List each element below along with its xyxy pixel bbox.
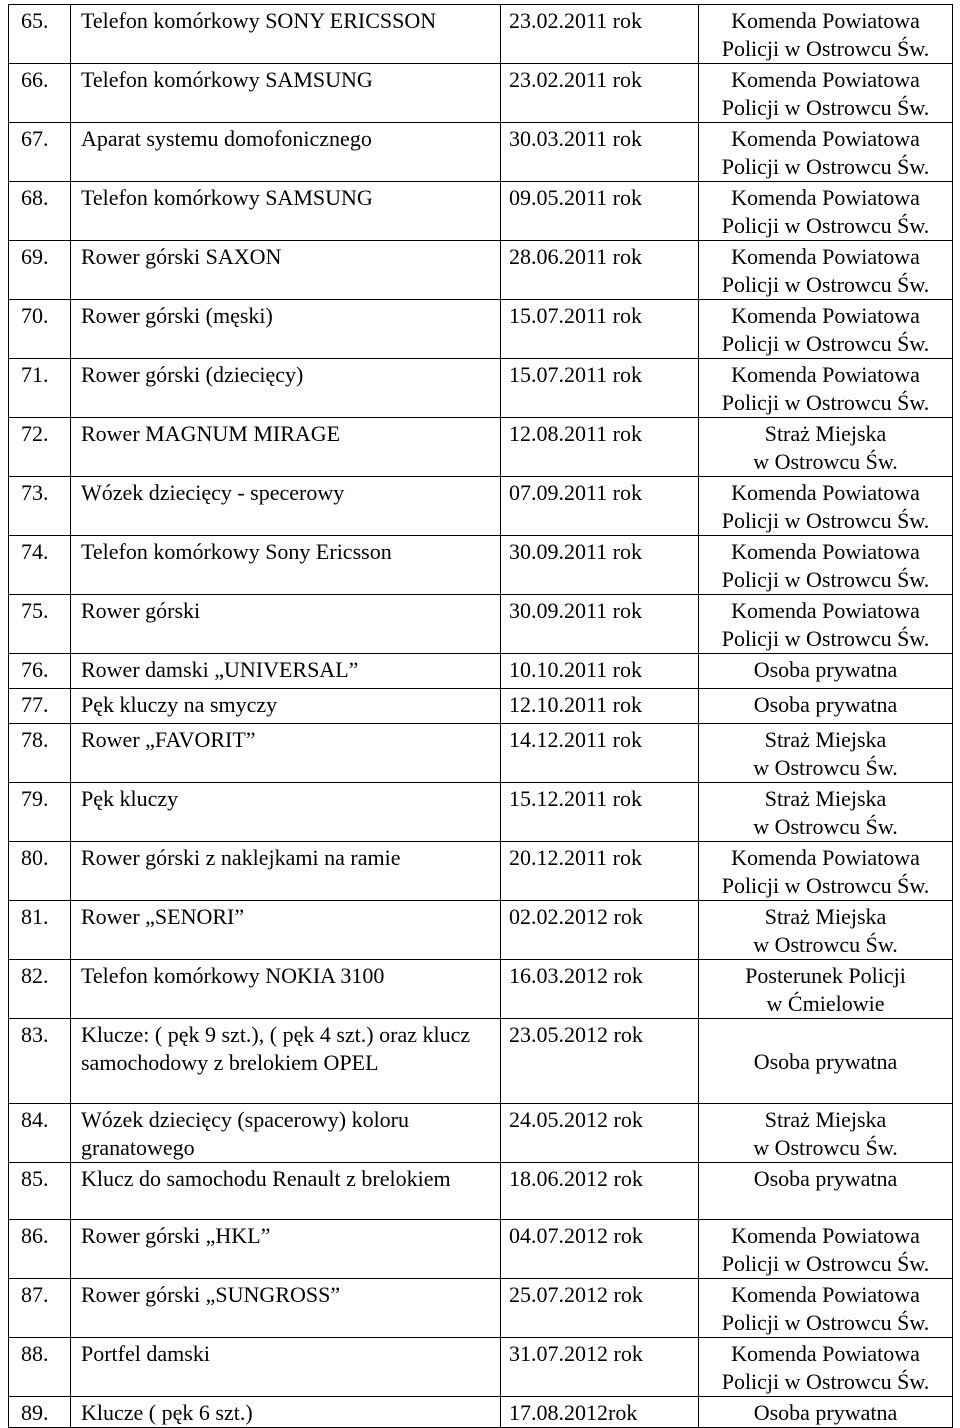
- institution-line-2: w Ostrowcu Św.: [753, 814, 898, 839]
- receiving-institution: [699, 1163, 953, 1220]
- item-description: Rower MAGNUM MIRAGE: [71, 418, 501, 477]
- institution-line-1: Osoba prywatna: [753, 1166, 898, 1191]
- item-description: Klucze ( pęk 6 szt.): [71, 1397, 501, 1428]
- table-row: [9, 960, 953, 1019]
- receiving-institution: [699, 595, 953, 654]
- found-date: 30.09.2011 rok: [501, 595, 699, 654]
- institution-line-1: Straż Miejska: [764, 727, 887, 752]
- table-row: [9, 64, 953, 123]
- institution-line-2: Policji w Ostrowcu Św.: [721, 272, 930, 297]
- table-row: [9, 1279, 953, 1338]
- table-row: [9, 1220, 953, 1279]
- item-description: Klucze: ( pęk 9 szt.), ( pęk 4 szt.) oraz klucz samochodowy z brelokiem OPEL: [71, 1019, 501, 1104]
- receiving-institution: [699, 901, 953, 960]
- row-number: 77.: [9, 689, 71, 724]
- found-date: 28.06.2011 rok: [501, 241, 699, 300]
- institution-line-1: Komenda Powiatowa: [731, 480, 920, 505]
- institution-line-1: Komenda Powiatowa: [731, 67, 920, 92]
- item-description: Aparat systemu domofonicznego: [71, 123, 501, 182]
- found-date: 20.12.2011 rok: [501, 842, 699, 901]
- row-number: 87.: [9, 1279, 71, 1338]
- receiving-institution: [699, 1104, 953, 1163]
- table-row: [9, 359, 953, 418]
- table-row: [9, 901, 953, 960]
- found-date: 04.07.2012 rok: [501, 1220, 699, 1279]
- institution-line-1: Osoba prywatna: [753, 692, 898, 717]
- table-row: [9, 123, 953, 182]
- institution-line-1: Straż Miejska: [764, 786, 887, 811]
- institution-line-1: Komenda Powiatowa: [731, 845, 920, 870]
- table-row: [9, 1163, 953, 1220]
- row-number: 76.: [9, 654, 71, 689]
- found-date: 23.05.2012 rok: [501, 1019, 699, 1104]
- item-description: Telefon komórkowy SONY ERICSSON: [71, 5, 501, 64]
- receiving-institution: [699, 1338, 953, 1397]
- row-number: 72.: [9, 418, 71, 477]
- institution-line-1: Komenda Powiatowa: [731, 362, 920, 387]
- institution-line-1: Osoba prywatna: [753, 657, 898, 682]
- receiving-institution: [699, 1397, 953, 1428]
- institution-line-1: Komenda Powiatowa: [731, 126, 920, 151]
- table-row: [9, 1397, 953, 1428]
- row-number: 78.: [9, 724, 71, 783]
- institution-line-2: Policji w Ostrowcu Św.: [721, 36, 930, 61]
- table-row: [9, 1104, 953, 1163]
- item-description: Telefon komórkowy Sony Ericsson: [71, 536, 501, 595]
- table-row: [9, 1019, 953, 1104]
- found-date: 14.12.2011 rok: [501, 724, 699, 783]
- item-description: Telefon komórkowy SAMSUNG: [71, 64, 501, 123]
- table-body: [9, 5, 953, 1428]
- row-number: 80.: [9, 842, 71, 901]
- institution-line-1: Osoba prywatna: [753, 1400, 898, 1425]
- receiving-institution: [699, 654, 953, 689]
- found-date: 30.09.2011 rok: [501, 536, 699, 595]
- institution-line-2: Policji w Ostrowcu Św.: [721, 508, 930, 533]
- institution-line-2: Policji w Ostrowcu Św.: [721, 1310, 930, 1335]
- institution-line-2: Policji w Ostrowcu Św.: [721, 1369, 930, 1394]
- item-description: Rower górski (męski): [71, 300, 501, 359]
- institution-line-2: w Ostrowcu Św.: [753, 755, 898, 780]
- receiving-institution: [699, 842, 953, 901]
- row-number: 88.: [9, 1338, 71, 1397]
- table-row: [9, 654, 953, 689]
- found-date: 09.05.2011 rok: [501, 182, 699, 241]
- row-number: 79.: [9, 783, 71, 842]
- table-row: [9, 783, 953, 842]
- table-row: [9, 595, 953, 654]
- institution-line-2: Policji w Ostrowcu Św.: [721, 154, 930, 179]
- institution-line-2: w Ostrowcu Św.: [753, 449, 898, 474]
- institution-line-1: Komenda Powiatowa: [731, 303, 920, 328]
- table-row: [9, 5, 953, 64]
- institution-line-1: Komenda Powiatowa: [731, 1282, 920, 1307]
- institution-line-2: w Ostrowcu Św.: [753, 1135, 898, 1160]
- receiving-institution: [699, 300, 953, 359]
- row-number: 75.: [9, 595, 71, 654]
- institution-line-1: Komenda Powiatowa: [731, 8, 920, 33]
- institution-line-1: Straż Miejska: [764, 421, 887, 446]
- institution-line-2: Policji w Ostrowcu Św.: [721, 1251, 930, 1276]
- found-date: 12.10.2011 rok: [501, 689, 699, 724]
- row-number: 66.: [9, 64, 71, 123]
- item-description: Rower górski SAXON: [71, 241, 501, 300]
- table-row: [9, 182, 953, 241]
- table-row: [9, 536, 953, 595]
- found-date: 15.07.2011 rok: [501, 300, 699, 359]
- found-date: 12.08.2011 rok: [501, 418, 699, 477]
- item-description: Klucz do samochodu Renault z brelokiem: [71, 1163, 501, 1220]
- receiving-institution: [699, 960, 953, 1019]
- item-description: Telefon komórkowy SAMSUNG: [71, 182, 501, 241]
- receiving-institution: [699, 5, 953, 64]
- institution-line-1: Komenda Powiatowa: [731, 185, 920, 210]
- institution-line-1: Komenda Powiatowa: [731, 539, 920, 564]
- row-number: 68.: [9, 182, 71, 241]
- item-description: Telefon komórkowy NOKIA 3100: [71, 960, 501, 1019]
- item-description: Rower górski „HKL”: [71, 1220, 501, 1279]
- row-number: 70.: [9, 300, 71, 359]
- row-number: 81.: [9, 901, 71, 960]
- found-date: 23.02.2011 rok: [501, 64, 699, 123]
- row-number: 85.: [9, 1163, 71, 1220]
- receiving-institution: [699, 418, 953, 477]
- row-number: 89.: [9, 1397, 71, 1428]
- row-number: 86.: [9, 1220, 71, 1279]
- found-date: 30.03.2011 rok: [501, 123, 699, 182]
- receiving-institution: [699, 783, 953, 842]
- receiving-institution: [699, 1279, 953, 1338]
- table-row: [9, 842, 953, 901]
- institution-line-2: Policji w Ostrowcu Św.: [721, 331, 930, 356]
- institution-line-2: Policji w Ostrowcu Św.: [721, 213, 930, 238]
- receiving-institution: [699, 182, 953, 241]
- table-row: [9, 418, 953, 477]
- receiving-institution: [699, 724, 953, 783]
- found-date: 18.06.2012 rok: [501, 1163, 699, 1220]
- row-number: 69.: [9, 241, 71, 300]
- institution-line-2: Policji w Ostrowcu Św.: [721, 95, 930, 120]
- table-row: [9, 689, 953, 724]
- institution-line-1: Komenda Powiatowa: [731, 244, 920, 269]
- receiving-institution: [699, 64, 953, 123]
- institution-line-1: Osoba prywatna: [753, 1049, 898, 1074]
- institution-line-2: Policji w Ostrowcu Św.: [721, 567, 930, 592]
- receiving-institution: [699, 1220, 953, 1279]
- row-number: 82.: [9, 960, 71, 1019]
- item-description: Rower damski „UNIVERSAL”: [71, 654, 501, 689]
- found-date: 23.02.2011 rok: [501, 5, 699, 64]
- receiving-institution: [699, 1019, 953, 1104]
- table-row: [9, 724, 953, 783]
- row-number: 67.: [9, 123, 71, 182]
- institution-line-1: Komenda Powiatowa: [731, 1341, 920, 1366]
- receiving-institution: [699, 359, 953, 418]
- institution-line-2: Policji w Ostrowcu Św.: [721, 390, 930, 415]
- found-date: 17.08.2012rok: [501, 1397, 699, 1428]
- row-number: 71.: [9, 359, 71, 418]
- institution-line-2: Policji w Ostrowcu Św.: [721, 873, 930, 898]
- found-date: 07.09.2011 rok: [501, 477, 699, 536]
- row-number: 73.: [9, 477, 71, 536]
- row-number: 65.: [9, 5, 71, 64]
- receiving-institution: [699, 241, 953, 300]
- item-description: Rower „FAVORIT”: [71, 724, 501, 783]
- found-date: 02.02.2012 rok: [501, 901, 699, 960]
- institution-line-2: Policji w Ostrowcu Św.: [721, 626, 930, 651]
- row-number: 74.: [9, 536, 71, 595]
- row-number: 83.: [9, 1019, 71, 1104]
- table-row: [9, 477, 953, 536]
- table-row: [9, 241, 953, 300]
- item-description: Pęk kluczy: [71, 783, 501, 842]
- item-description: Wózek dziecięcy - specerowy: [71, 477, 501, 536]
- item-description: Rower górski z naklejkami na ramie: [71, 842, 501, 901]
- institution-line-2: w Ostrowcu Św.: [753, 932, 898, 957]
- found-date: 16.03.2012 rok: [501, 960, 699, 1019]
- row-number: 84.: [9, 1104, 71, 1163]
- found-date: 24.05.2012 rok: [501, 1104, 699, 1163]
- institution-line-2: w Ćmielowie: [766, 991, 885, 1016]
- found-date: 31.07.2012 rok: [501, 1338, 699, 1397]
- found-items-table: [8, 4, 953, 1428]
- table-row: [9, 300, 953, 359]
- receiving-institution: [699, 689, 953, 724]
- institution-line-1: Komenda Powiatowa: [731, 598, 920, 623]
- item-description: Pęk kluczy na smyczy: [71, 689, 501, 724]
- item-description: Portfel damski: [71, 1338, 501, 1397]
- receiving-institution: [699, 123, 953, 182]
- found-date: 15.07.2011 rok: [501, 359, 699, 418]
- item-description: Wózek dziecięcy (spacerowy) koloru granatowego: [71, 1104, 501, 1163]
- receiving-institution: [699, 536, 953, 595]
- item-description: Rower górski: [71, 595, 501, 654]
- found-date: 25.07.2012 rok: [501, 1279, 699, 1338]
- item-description: Rower górski (dziecięcy): [71, 359, 501, 418]
- institution-line-1: Straż Miejska: [764, 904, 887, 929]
- item-description: Rower górski „SUNGROSS”: [71, 1279, 501, 1338]
- found-date: 10.10.2011 rok: [501, 654, 699, 689]
- institution-line-1: Straż Miejska: [764, 1107, 887, 1132]
- receiving-institution: [699, 477, 953, 536]
- institution-line-1: Komenda Powiatowa: [731, 1223, 920, 1248]
- table-row: [9, 1338, 953, 1397]
- item-description: Rower „SENORI”: [71, 901, 501, 960]
- found-date: 15.12.2011 rok: [501, 783, 699, 842]
- institution-line-1: Posterunek Policji: [745, 963, 906, 988]
